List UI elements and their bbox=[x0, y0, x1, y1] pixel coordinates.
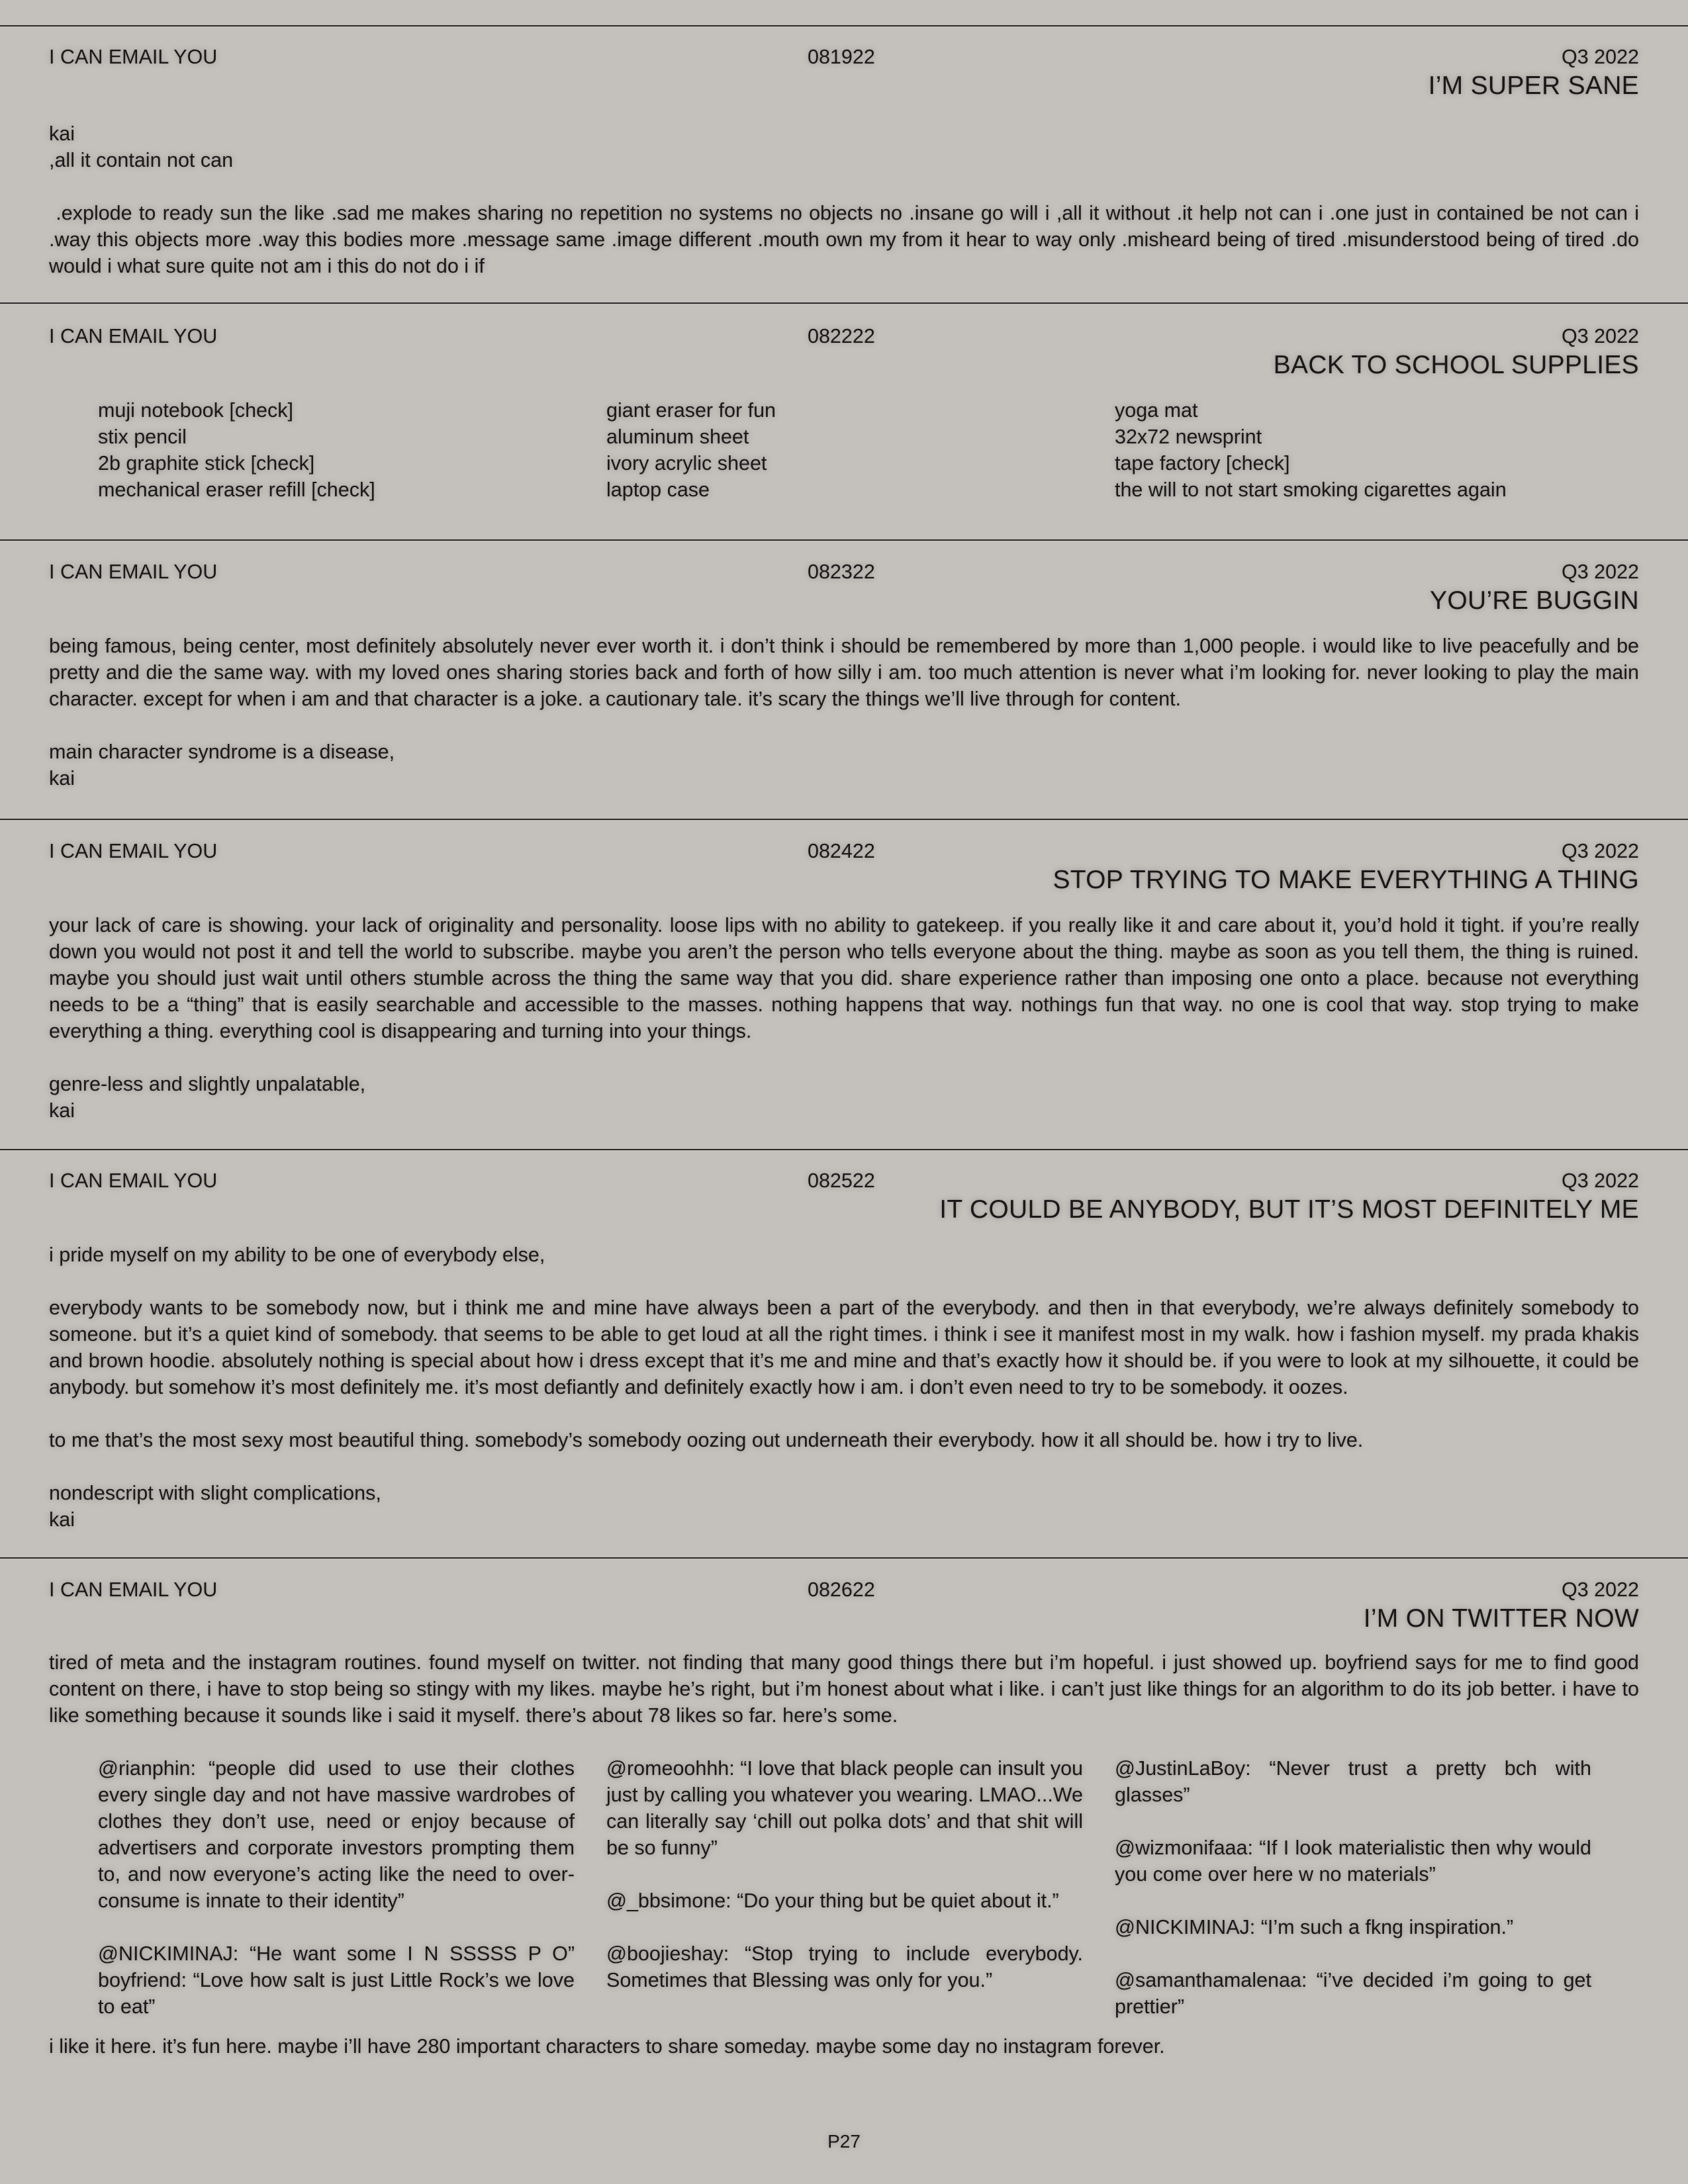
entry-label: I CAN EMAIL YOU bbox=[49, 1169, 218, 1192]
tweet-quote: @rianphin: “people did used to use their clothes every single day and not have massive wardrobes of clothes they don’t use, need or enjoy because of advertisers and corporate investors prompting them to, and now everyone’s acting like the need to over-consume is innate to their identity” bbox=[98, 1757, 575, 1912]
entry-082422 bbox=[49, 838, 1639, 1124]
entry-date: 082622 bbox=[808, 1578, 875, 1601]
list-item: stix pencil bbox=[98, 426, 187, 448]
entry-header bbox=[49, 1576, 1639, 1603]
entry-signature: kai bbox=[49, 1508, 75, 1531]
entry-intro: i pride myself on my ability to be one of everybody else, bbox=[49, 1244, 545, 1266]
entry-quarter: Q3 2022 bbox=[1561, 1169, 1639, 1192]
tweet-column bbox=[1115, 1755, 1591, 2046]
entry-date: 082422 bbox=[808, 840, 875, 862]
entry-quarter: Q3 2022 bbox=[1561, 840, 1639, 862]
entry-header bbox=[49, 1167, 1639, 1194]
tweet-quote: @JustinLaBoy: “Never trust a pretty bch with glasses” bbox=[1115, 1757, 1591, 1806]
list-item: aluminum sheet bbox=[606, 426, 749, 448]
tweet-quote: @wizmonifaaa: “If I look materialistic then why would you come over here w no materials” bbox=[1115, 1837, 1591, 1886]
entry-signoff: nondescript with slight complications, bbox=[49, 1482, 381, 1504]
entry-082322 bbox=[49, 559, 1639, 792]
entry-body-2: to me that’s the most sexy most beautiful thing. somebody’s somebody oozing out underneath their everybody. how it all should be. how i try to live. bbox=[49, 1429, 1364, 1451]
entry-082522 bbox=[49, 1167, 1639, 1533]
entry-body: your lack of care is showing. your lack of originality and personality. loose lips with no ability to gatekeep. if you really like it and care about it, you’d hold it tight. if you’re really down you would not post it and tell the world to subscribe. maybe you aren’t the person who tells everyone about the thing. maybe as soon as you tell them, the thing is ruined. maybe you should just wait until others stumble across the thing the same way that you did. share experience rather than imposing one onto a place. because not everything needs to be a “thing” that is easily searchable and accessible to the masses. nothing happens that way. nothings fun that way. no one is cool that way. stop trying to make everything a thing. everything cool is disappearing and turning into your things. bbox=[49, 914, 1639, 1042]
entry-line: kai bbox=[49, 122, 75, 145]
entry-title: BACK TO SCHOOL SUPPLIES bbox=[1273, 351, 1639, 379]
entry-signoff: genre-less and slightly unpalatable, bbox=[49, 1073, 366, 1095]
list-item: laptop case bbox=[606, 478, 710, 501]
entry-082622 bbox=[49, 1576, 1639, 2060]
supply-column bbox=[606, 397, 1096, 503]
list-item: 2b graphite stick [check] bbox=[98, 452, 315, 475]
entry-date: 082522 bbox=[808, 1169, 875, 1192]
entry-body: being famous, being center, most definitely absolutely never ever worth it. i don’t think i should be remembered by more than 1,000 people. i would like to live peacefully and be pretty and die the same way. with my loved ones sharing stories back and forth of how silly i am. too much attention is never what i’m looking for. never looking to play the main character. except for when i am and that character is a joke. a cautionary tale. it’s scary the things we’ll live through for content. bbox=[49, 635, 1639, 710]
entry-signoff: main character syndrome is a disease, bbox=[49, 741, 395, 763]
entry-body: tired of meta and the instagram routines. found myself on twitter. not finding that many good things there but i’m hopeful. i just showed up. boyfriend says for me to find good content on there, i have to stop being so stingy with my likes. maybe he’s right, but i’m honest about what i like. i can’t just like things for an algorithm to do its job better. i have to like something because it sounds like i said it myself. there’s about 78 likes so far. here’s some. bbox=[49, 1651, 1639, 1727]
divider-rule bbox=[0, 1557, 1688, 1559]
entry-header bbox=[49, 44, 1639, 70]
tweet-column bbox=[98, 1755, 575, 2046]
entry-title: I’M SUPER SANE bbox=[1428, 71, 1639, 100]
divider-rule bbox=[0, 819, 1688, 820]
list-item: tape factory [check] bbox=[1115, 452, 1290, 475]
list-item: the will to not start smoking cigarettes again bbox=[1115, 478, 1507, 501]
entry-label: I CAN EMAIL YOU bbox=[49, 561, 218, 583]
entry-quarter: Q3 2022 bbox=[1561, 561, 1639, 583]
tweet-columns bbox=[49, 1755, 1639, 2033]
tweet-quote: @NICKIMINAJ: “He want some I N SSSSS P O” boyfriend: “Love how salt is just Little Rock’s we love to eat” bbox=[98, 1942, 575, 2018]
tweet-quote: @_bbsimone: “Do your thing but be quiet about it.” bbox=[606, 1889, 1059, 1912]
list-item: mechanical eraser refill [check] bbox=[98, 478, 375, 501]
supply-column bbox=[1115, 397, 1631, 503]
list-item: ivory acrylic sheet bbox=[606, 452, 767, 475]
entry-date: 081922 bbox=[808, 46, 875, 68]
supply-column bbox=[98, 397, 588, 503]
entry-quarter: Q3 2022 bbox=[1561, 46, 1639, 68]
entry-quarter: Q3 2022 bbox=[1561, 1578, 1639, 1601]
list-item: 32x72 newsprint bbox=[1115, 426, 1262, 448]
entry-header bbox=[49, 323, 1639, 349]
entry-signature: kai bbox=[49, 1099, 75, 1122]
entry-label: I CAN EMAIL YOU bbox=[49, 325, 218, 347]
entry-header bbox=[49, 838, 1639, 864]
entry-title: STOP TRYING TO MAKE EVERYTHING A THING bbox=[1053, 866, 1639, 894]
list-item: yoga mat bbox=[1115, 399, 1198, 422]
divider-rule bbox=[0, 302, 1688, 304]
entry-signature: kai bbox=[49, 767, 75, 790]
divider-rule bbox=[0, 25, 1688, 26]
entry-header bbox=[49, 559, 1639, 585]
tweet-quote: @romeoohhh: “I love that black people can insult you just by calling you whatever you wearing. LMAO...We can literally say ‘chill out polka dots’ and that shit will be so funny” bbox=[606, 1757, 1083, 1859]
entry-date: 082322 bbox=[808, 561, 875, 583]
entry-label: I CAN EMAIL YOU bbox=[49, 46, 218, 68]
entry-title: IT COULD BE ANYBODY, BUT IT’S MOST DEFINITELY ME bbox=[939, 1195, 1639, 1224]
tweet-column bbox=[606, 1755, 1083, 2020]
tweet-quote: @boojieshay: “Stop trying to include everybody. Sometimes that Blessing was only for you.” bbox=[606, 1942, 1083, 1991]
entry-body: .explode to ready sun the like .sad me makes sharing no repetition no systems no objects no .insane go will i ,all it without .it help not can i .one just in contained be not can i .way this objects more .way this bodies more .message same .image different .mouth own my from it hear to way only .misheard being of tired .misunderstood being of tired .do would i what sure quite not am i this do not do i if bbox=[49, 202, 1645, 277]
entry-body: everybody wants to be somebody now, but i think me and mine have always been a part of the everybody. and then in that everybody, we’re always definitely somebody to someone. but it’s a quiet kind of somebody. that seems to be able to get loud at all the right times. i think i see it manifest most in my walk. how i fashion myself. my prada khakis and brown hoodie. absolutely nothing is special about how i dress except that it’s me and mine and that’s exactly how it should be. if you were to look at my silhouette, it could be anybody. but somehow it’s most definitely me. it’s most defiantly and definitely exactly how i am. i don’t even need to try to be somebody. it oozes. bbox=[49, 1297, 1639, 1398]
entry-closing: i like it here. it’s fun here. maybe i’ll have 280 important characters to share someday. maybe some day no instagram forever. bbox=[49, 2035, 1165, 2058]
page-number: P27 bbox=[827, 2131, 861, 2152]
entry-date: 082222 bbox=[808, 325, 875, 347]
entry-quarter: Q3 2022 bbox=[1561, 325, 1639, 347]
tweet-quote: @NICKIMINAJ: “I’m such a fkng inspiration.” bbox=[1115, 1916, 1514, 1938]
supply-list bbox=[49, 397, 1639, 503]
entry-title: I’M ON TWITTER NOW bbox=[1363, 1604, 1639, 1633]
entry-line: ,all it contain not can bbox=[49, 149, 234, 171]
divider-rule bbox=[0, 539, 1688, 541]
tweet-quote: @samanthamalenaa: “i’ve decided i’m going to get prettier” bbox=[1115, 1969, 1591, 2018]
list-item: giant eraser for fun bbox=[606, 399, 776, 422]
list-item: muji notebook [check] bbox=[98, 399, 293, 422]
entry-label: I CAN EMAIL YOU bbox=[49, 1578, 218, 1601]
entry-title: YOU’RE BUGGIN bbox=[1430, 586, 1639, 615]
entry-label: I CAN EMAIL YOU bbox=[49, 840, 218, 862]
divider-rule bbox=[0, 1149, 1688, 1150]
entry-082222 bbox=[49, 323, 1639, 503]
entry-081922 bbox=[49, 44, 1645, 279]
